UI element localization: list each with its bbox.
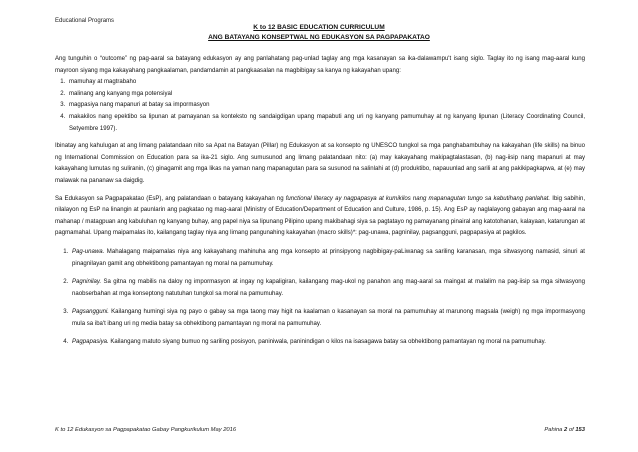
- macro-skill-text: Mahalagang maipamalas niya ang kakayahang mahinuha ang mga konsepto at prinsipyong nagbibigay-paLiwanag sa sariling karanasan, mga sitwasyong namasid, sinuri at pinagnilayan gamit ang obhektibong pamantayan ng moral na pamumuhay.: [72, 248, 585, 267]
- intro-paragraph: Ang tunguhin o “outcome” ng pag-aaral sa batayang edukasyon ay ang panlahatang pag-unlad taglay ang mga kasanayan sa ika-dalawampu't isang siglo. Taglay ito ng isang mag-aaral kung mayroon siyang mga kakayahang pangkaalaman, pandamdamin at pangkaasalan na magbibigay sa kanya ng kakayahan upang:: [55, 56, 585, 74]
- page-number: [544, 427, 585, 433]
- page-of: of: [567, 427, 576, 433]
- curriculum-title: K to 12 BASIC EDUCATION CURRICULUM: [253, 24, 385, 31]
- macro-skills-list: [55, 247, 585, 349]
- macro-skill-term: Pag-unawa.: [72, 248, 105, 255]
- goal-item: 1. mamuhay at magtrabaho: [67, 77, 585, 89]
- functional-literacy-phrase: functional literacy ay nagpapasya at kumikilos nang mapanagutan tungo sa kabutihang panlahat.: [285, 195, 551, 202]
- life-skills-paragraph: Ibinatay ang kahulugan at ang limang palatandaan nito sa Apat na Batayan (Pillar) ng Edukasyon at sa konsepto ng UNESCO tungkol sa mga panghabambuhay na kakayahan (life skills) na binuo ng International Commission on Education para sa ika-21 siglo. Ang sumusunod ang limang palatandaan nito: (a) may kakayahang makipagtalastasan, (b) nag-iisip nang mapanuri at may kakayahang lumutas ng suliranin, (c) ginagamit ang mga likas na yaman nang mapanagutan para sa susunod na salinlahi at (d) produktibo, napauunlad ang sarili at ang pakikipagkapwa, at (e) may malawak na pananaw sa daigdig.: [55, 143, 585, 184]
- macro-skill-term: Pagninilay.: [72, 279, 102, 286]
- macro-skill-term: Pagsangguni.: [72, 309, 109, 316]
- total-pages: 153: [575, 427, 585, 433]
- macro-skill-text: Sa gitna ng mabilis na daloy ng impormasyon at ingay ng kapaligiran, kailangang mag-ukol ng panahon ang mag-aaral sa maingat at malalim na pag-iisip sa mga sitwasyong naobserbahan at mga konseptong natutuhan tungkol sa moral na pamumuhay.: [72, 279, 585, 297]
- esp-paragraph-start: Sa Edukasyon sa Pagpapakatao (EsP), ang palatandaan o batayang kakayahan ng: [55, 195, 286, 202]
- macro-skill-item: [70, 337, 585, 349]
- goal-item: 2. malinang ang kanyang mga potensiyal: [67, 89, 585, 101]
- page-label: Pahina: [544, 427, 565, 433]
- macro-skill-text: Kailangang matuto siyang bumuo ng sariling posisyon, paniniwala, paninindigan o kilos na isasagawa batay sa obhektibong pamantayan ng moral na pamumuhay.: [108, 339, 546, 346]
- goal-item: 4. makakilos nang epektibo sa lipunan at pamayanan sa konteksto ng sandaigdigan upang mapabuti ang uri ng kanyang pamumuhay at ng kanyang lipunan (Literacy Coordinating Council, Setyembre 1997).: [67, 112, 585, 135]
- macro-skill-term: Pagpapasiya.: [72, 339, 109, 346]
- esp-paragraph: [55, 194, 585, 240]
- footer-guide-title: K to 12 Edukasyon sa Pagpapakatao Gabay Pangkurikulum May 2016: [55, 427, 237, 433]
- macro-skill-item: [70, 277, 585, 300]
- goals-list: [55, 77, 585, 135]
- goal-item: 3. magpasiya nang mapanuri at batay sa impormasyon: [67, 100, 585, 112]
- section-title: ANG BATAYANG KONSEPTWAL NG EDUKASYON SA PAGPAPAKATAO: [208, 34, 430, 41]
- macro-skill-text: Kailangang humingi siya ng payo o gabay sa mga taong may higit na kaalaman o kasanayan sa moral na pamumuhay at marunong magsala (weigh) ng mga impormasyong mula sa iba't ibang uri ng media batay sa obhektibong pamantayan ng moral na pamumuhay.: [72, 309, 585, 327]
- esp-paragraph-rest: Ibig sabihin, nilalayon ng EsP na linangin at paunlarin ang pagkatao ng mag-aaral (Ministry of Education/Department of Education and Culture, 1986, p. 15). Ang EsP ay naglalayong gabayan ang mag-aaral na mahanap / matagpuan ang kabuluhan ng kanyang buhay, ang papel niya sa lipunang Pilipino upang makibahagi siya sa pagtatayo ng pamayanang pinairal ang katotohanan, kalayaan, katarungan at pagmamahal. Upang maipamalas ito, kailangang taglay niya ang limang pangunahing kakayahan (macro skills)*: pag-unawa, pagninilay, pagsangguni, pagpapasiya at pagkilos.: [55, 195, 586, 237]
- organization-label: Educational Programs: [55, 18, 115, 24]
- macro-skill-item: [70, 307, 585, 330]
- current-page: 2: [564, 427, 568, 433]
- macro-skill-item: [70, 247, 585, 270]
- document-body: [55, 54, 585, 349]
